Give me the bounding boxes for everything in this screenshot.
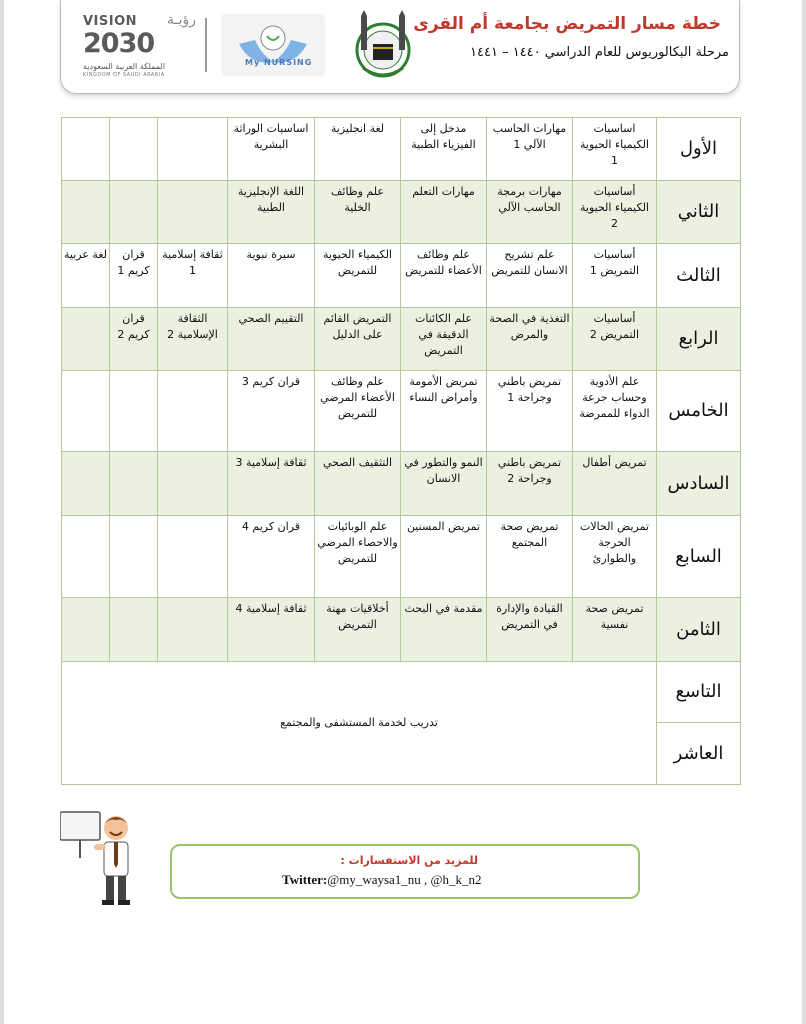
course-cell <box>110 371 158 452</box>
course-cell: قران كريم 3 <box>228 371 315 452</box>
course-cell <box>158 371 228 452</box>
course-cell: مقدمة في البحث <box>401 598 487 662</box>
course-cell: التغذية في الصحة والمرض <box>487 308 573 371</box>
course-cell: علم الأدوية وحساب جرعة الدواء للممرضة <box>573 371 657 452</box>
course-cell <box>158 118 228 181</box>
course-cell: اساسيات الوراثة البشرية <box>228 118 315 181</box>
course-cell: قران كريم 2 <box>110 308 158 371</box>
course-cell: قران كريم 1 <box>110 244 158 308</box>
twitter-label: Twitter: <box>282 872 328 887</box>
course-cell <box>62 181 110 244</box>
course-cell: تمريض الحالات الحرجة والطوارئ <box>573 516 657 598</box>
course-cell: الثقافة الإسلامية 2 <box>158 308 228 371</box>
level-label: التاسع <box>657 662 741 723</box>
level-label: العاشر <box>657 723 741 785</box>
course-cell <box>110 452 158 516</box>
course-cell <box>110 516 158 598</box>
course-cell: ثقافة إسلامية 4 <box>228 598 315 662</box>
level-row <box>62 371 741 452</box>
course-cell: مهارات برمجة الحاسب الآلي <box>487 181 573 244</box>
course-cell <box>62 371 110 452</box>
level-row <box>62 308 741 371</box>
level-label: السابع <box>657 516 741 598</box>
course-cell: لغة انجليزية <box>315 118 401 181</box>
course-cell: تمريض باطني وجراحة 1 <box>487 371 573 452</box>
course-cell: التمريض القائم على الدليل <box>315 308 401 371</box>
twitter-handles[interactable]: @my_waysa1_nu , @h_k_n2 <box>327 872 482 887</box>
level-label: الرابع <box>657 308 741 371</box>
level-row <box>62 598 741 662</box>
course-cell: تمريض صحة المجتمع <box>487 516 573 598</box>
course-cell: أخلاقيات مهنة التمريض <box>315 598 401 662</box>
course-cell: علم تشريح الانسان للتمريض <box>487 244 573 308</box>
study-plan-table <box>61 117 741 785</box>
course-cell: مهارات الحاسب الآلي 1 <box>487 118 573 181</box>
course-cell <box>62 308 110 371</box>
course-cell: تمريض الأمومة وأمراض النساء <box>401 371 487 452</box>
course-cell: مهارات التعلم <box>401 181 487 244</box>
nursing-logo-text: My NURSING <box>245 58 313 67</box>
logo-separator <box>205 18 207 72</box>
header <box>60 0 740 94</box>
twitter-line[interactable] <box>282 872 482 888</box>
course-cell: علم وظائف الأعضاء للتمريض <box>401 244 487 308</box>
level-row <box>62 181 741 244</box>
training-cell: تدريب لخدمة المستشفى والمجتمع <box>62 662 657 785</box>
course-cell <box>62 452 110 516</box>
level-label: الأول <box>657 118 741 181</box>
course-cell: علم وظائف الخلية <box>315 181 401 244</box>
course-cell: أساسيات التمريض 1 <box>573 244 657 308</box>
course-cell: سيرة نبوية <box>228 244 315 308</box>
page-title: خطة مسار التمريض بجامعة أم القرى <box>413 14 721 34</box>
level-label: السادس <box>657 452 741 516</box>
course-cell <box>62 516 110 598</box>
level-row <box>62 118 741 181</box>
course-cell: الكيمياء الحيوية للتمريض <box>315 244 401 308</box>
course-cell <box>110 181 158 244</box>
contact-label: للمزيد من الاستفسارات : <box>340 854 478 867</box>
nursing-logo <box>221 14 325 76</box>
course-cell: تمريض أطفال <box>573 452 657 516</box>
course-cell <box>62 598 110 662</box>
level-row <box>62 452 741 516</box>
course-cell <box>158 516 228 598</box>
course-cell: تمريض صحة نفسية <box>573 598 657 662</box>
course-cell: ثقافة إسلامية 3 <box>228 452 315 516</box>
level-row <box>62 662 741 723</box>
course-cell: ثقافة إسلامية 1 <box>158 244 228 308</box>
level-row <box>62 244 741 308</box>
course-cell: القيادة والإدارة في التمريض <box>487 598 573 662</box>
contact-box <box>170 844 640 899</box>
vision-kingdom-ar: المملكة العربية السعودية <box>83 62 166 71</box>
level-label: الثاني <box>657 181 741 244</box>
course-cell: التثقيف الصحي <box>315 452 401 516</box>
course-cell: علم الكائنات الدقيقة في التمريض <box>401 308 487 371</box>
course-cell <box>158 181 228 244</box>
course-cell: النمو والتطور في الانسان <box>401 452 487 516</box>
course-cell <box>62 118 110 181</box>
level-row <box>62 516 741 598</box>
university-logo-icon <box>353 10 413 82</box>
course-cell: اساسيات الكيمياء الحيوية 1 <box>573 118 657 181</box>
level-label: الثامن <box>657 598 741 662</box>
vision-2030-logo <box>79 14 211 78</box>
course-cell: علم وظائف الأعضاء المرضي للتمريض <box>315 371 401 452</box>
course-cell: اللغة الإنجليزية الطبية <box>228 181 315 244</box>
course-cell: أساسيات الكيمياء الحيوية 2 <box>573 181 657 244</box>
level-label: الخامس <box>657 371 741 452</box>
vision-kingdom-en: KINGDOM OF SAUDI ARABIA <box>83 72 165 78</box>
vision-arabic: رؤيـة <box>167 12 197 28</box>
presenter-man-illustration <box>60 808 150 908</box>
page-subtitle: مرحلة البكالوريوس للعام الدراسي ١٤٤٠ – ١٤٤١ <box>470 45 729 60</box>
level-label: الثالث <box>657 244 741 308</box>
course-cell <box>110 598 158 662</box>
course-cell: تمريض باطني وجراحة 2 <box>487 452 573 516</box>
course-cell: تمريض المسنين <box>401 516 487 598</box>
course-cell <box>110 118 158 181</box>
course-cell <box>158 598 228 662</box>
vision-title: VISION <box>83 14 138 29</box>
course-cell: علم الوبائيات والاحصاء المرضي للتمريض <box>315 516 401 598</box>
course-cell: لغة عربية <box>62 244 110 308</box>
course-cell: مدخل إلى الفيزياء الطبية <box>401 118 487 181</box>
course-cell: التقييم الصحي <box>228 308 315 371</box>
course-cell <box>158 452 228 516</box>
course-cell: أساسيات التمريض 2 <box>573 308 657 371</box>
vision-year: 2030 <box>83 28 155 59</box>
course-cell: قران كريم 4 <box>228 516 315 598</box>
